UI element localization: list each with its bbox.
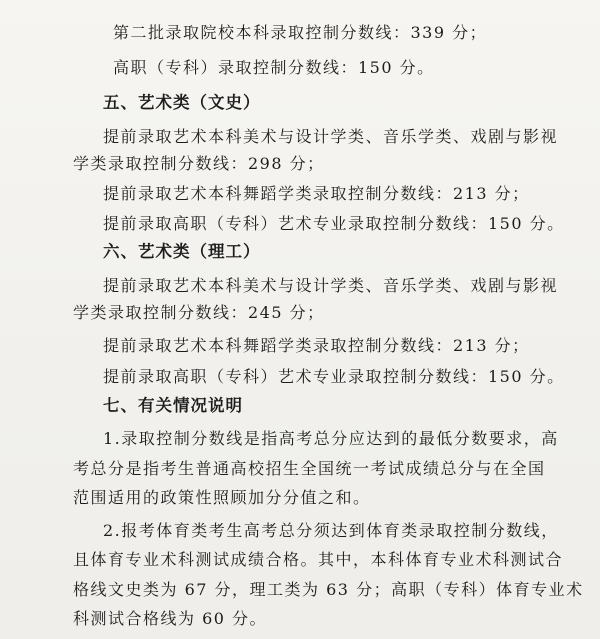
text-line-art-humanities-dance: 提前录取艺术本科舞蹈学类录取控制分数线：213 分； <box>103 184 530 203</box>
text-line-art-humanities-1: 提前录取艺术本科美术与设计学类、音乐学类、戏剧与影视 <box>103 127 559 146</box>
text-line-second-batch: 第二批录取院校本科录取控制分数线：339 分； <box>113 23 488 42</box>
text-line-note2-3: 格线文史类为 67 分，理工类为 63 分；高职（专科）体育专业术 <box>73 580 584 599</box>
text-line-note2-4: 科测试合格线为 60 分。 <box>73 609 268 628</box>
text-line-art-humanities-2: 学类录取控制分数线：298 分； <box>73 154 325 173</box>
text-line-art-science-dance: 提前录取艺术本科舞蹈学类录取控制分数线：213 分； <box>103 336 530 355</box>
text-line-art-humanities-vocational: 提前录取高职（专科）艺术专业录取控制分数线：150 分。 <box>103 214 565 233</box>
text-line-art-science-1: 提前录取艺术本科美术与设计学类、音乐学类、戏剧与影视 <box>103 276 559 295</box>
text-line-note1-1: 1.录取控制分数线是指高考总分应达到的最低分数要求，高 <box>103 429 559 448</box>
text-line-art-science-2: 学类录取控制分数线：245 分； <box>73 303 325 322</box>
section-heading-notes: 七、有关情况说明 <box>103 396 243 415</box>
text-line-vocational: 高职（专科）录取控制分数线：150 分。 <box>113 58 435 77</box>
text-line-note2-2: 且体育专业术科测试成绩合格。其中，本科体育专业术科测试合 <box>73 550 564 569</box>
text-line-note1-3: 范围适用的政策性照顾加分分值之和。 <box>73 488 371 507</box>
text-line-note2-1: 2.报考体育类考生高考总分须达到体育类录取控制分数线， <box>103 521 559 540</box>
section-heading-art-humanities: 五、艺术类（文史） <box>103 93 261 112</box>
section-heading-art-science: 六、艺术类（理工） <box>103 242 261 261</box>
text-line-note1-2: 考总分是指考生普通高校招生全国统一考试成绩总分与在全国 <box>73 459 546 478</box>
text-line-art-science-vocational: 提前录取高职（专科）艺术专业录取控制分数线：150 分。 <box>103 367 565 386</box>
